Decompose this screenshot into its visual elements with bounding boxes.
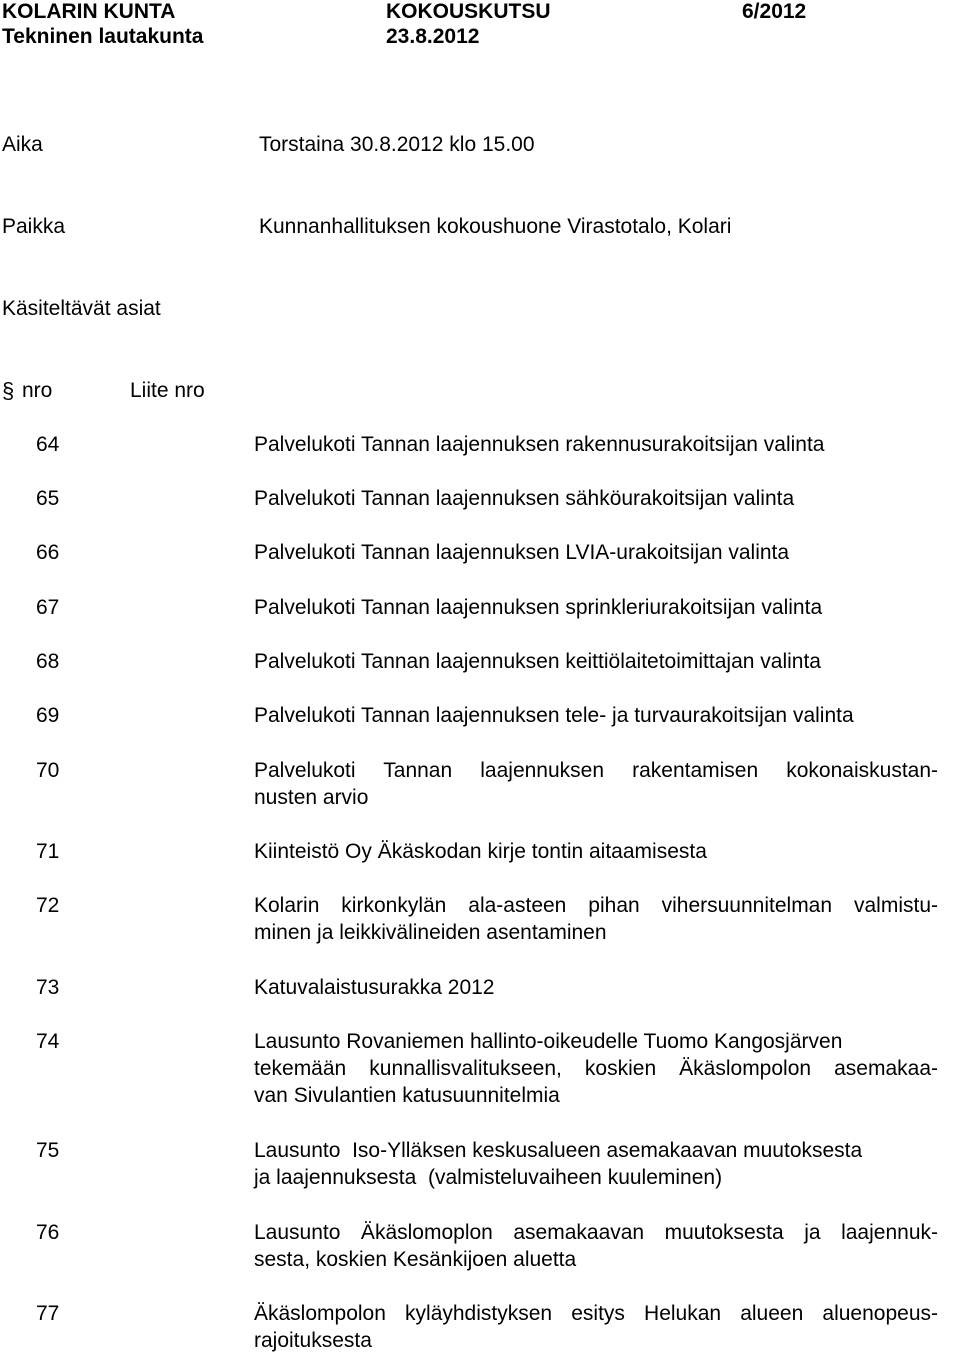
item-title [254, 539, 938, 566]
item-title-line: Lausunto Rovaniemen hallinto-oikeudelle Tuomo Kangosjärven [254, 1030, 843, 1053]
item-number: 72 [36, 894, 60, 917]
item-title-line: Palvelukoti Tannan laajennuksen rakennusurakoitsijan valinta [254, 433, 825, 456]
item-title-line: Kiinteistö Oy Äkäskodan kirje tontin aitaamisesta [254, 840, 707, 863]
item-title-line: Palvelukoti Tannan laajennuksen sähköurakoitsijan valinta [254, 487, 795, 510]
time-label: Aika [2, 133, 43, 156]
board-name: Tekninen lautakunta [2, 25, 204, 48]
agenda-title: Käsiteltävät asiat [2, 297, 161, 320]
item-title [254, 974, 938, 1001]
item-title-line: Palvelukoti Tannan laajennuksen keittiölaitetoimittajan valinta [254, 650, 821, 673]
column-header-liite: Liite nro [130, 379, 205, 402]
item-number: 73 [36, 976, 60, 999]
item-title-line: Katuvalaistusurakka 2012 [254, 976, 495, 999]
item-number: 66 [36, 541, 60, 564]
item-title-line: Palvelukoti Tannan laajennuksen tele- ja turvaurakoitsijan valinta [254, 704, 854, 727]
item-title-line: Lausunto Äkäslomoplon asemakaavan muutoksesta ja laajennuk- [254, 1221, 938, 1244]
org-name: KOLARIN KUNTA [2, 0, 176, 23]
item-number: 68 [36, 650, 60, 673]
item-title [254, 1137, 938, 1191]
document-number: 6/2012 [742, 0, 807, 23]
item-title [254, 1028, 938, 1109]
item-title [254, 485, 938, 512]
item-title-line: Palvelukoti Tannan laajennuksen sprinkleriurakoitsijan valinta [254, 596, 823, 619]
item-title [254, 757, 938, 811]
item-title [254, 594, 938, 621]
item-title-line: Lausunto Iso-Ylläksen keskusalueen asemakaavan muutoksesta [254, 1139, 863, 1162]
item-title [254, 1300, 938, 1354]
time-value: Torstaina 30.8.2012 klo 15.00 [259, 133, 535, 156]
item-number: 75 [36, 1139, 60, 1162]
item-title-line: Palvelukoti Tannan laajennuksen rakentamisen kokonaiskustan- [254, 759, 938, 782]
item-number: 76 [36, 1221, 60, 1244]
item-number: 69 [36, 704, 60, 727]
item-title-line: Äkäslompolon kyläyhdistyksen esitys Helukan alueen aluenopeus- [254, 1302, 938, 1325]
item-title-line: sesta, koskien Kesänkijoen aluetta [254, 1248, 577, 1271]
item-number: 71 [36, 840, 60, 863]
item-number: 77 [36, 1302, 60, 1325]
item-number: 67 [36, 596, 60, 619]
item-title-line: van Sivulantien katusuunnitelmia [254, 1084, 560, 1107]
item-title-line: Kolarin kirkonkylän ala-asteen pihan vihersuunnitelman valmistu- [254, 894, 938, 917]
item-title [254, 431, 938, 458]
item-number: 64 [36, 433, 60, 456]
item-title [254, 1219, 938, 1273]
item-title-line: nusten arvio [254, 786, 369, 809]
item-title-line: rajoituksesta [254, 1329, 372, 1352]
item-title [254, 892, 938, 946]
item-title-line: minen ja leikkivälineiden asentaminen [254, 921, 607, 944]
item-title-line: Palvelukoti Tannan laajennuksen LVIA-urakoitsijan valinta [254, 541, 790, 564]
document-type: KOKOUSKUTSU [386, 0, 551, 23]
item-title [254, 702, 938, 729]
item-title-line: ja laajennuksesta (valmisteluvaiheen kuuleminen) [254, 1166, 723, 1189]
section-sign-icon: § [2, 378, 15, 403]
column-header-nro: nro [22, 379, 53, 402]
item-number: 74 [36, 1030, 60, 1053]
item-number: 70 [36, 759, 60, 782]
document-date: 23.8.2012 [386, 25, 480, 48]
item-title [254, 838, 938, 865]
item-title [254, 648, 938, 675]
item-title-line: tekemään kunnallisvalitukseen, koskien Äkäslompolon asemakaa- [254, 1057, 938, 1080]
place-label: Paikka [2, 215, 66, 238]
item-number: 65 [36, 487, 60, 510]
place-value: Kunnanhallituksen kokoushuone Virastotalo, Kolari [259, 215, 732, 238]
